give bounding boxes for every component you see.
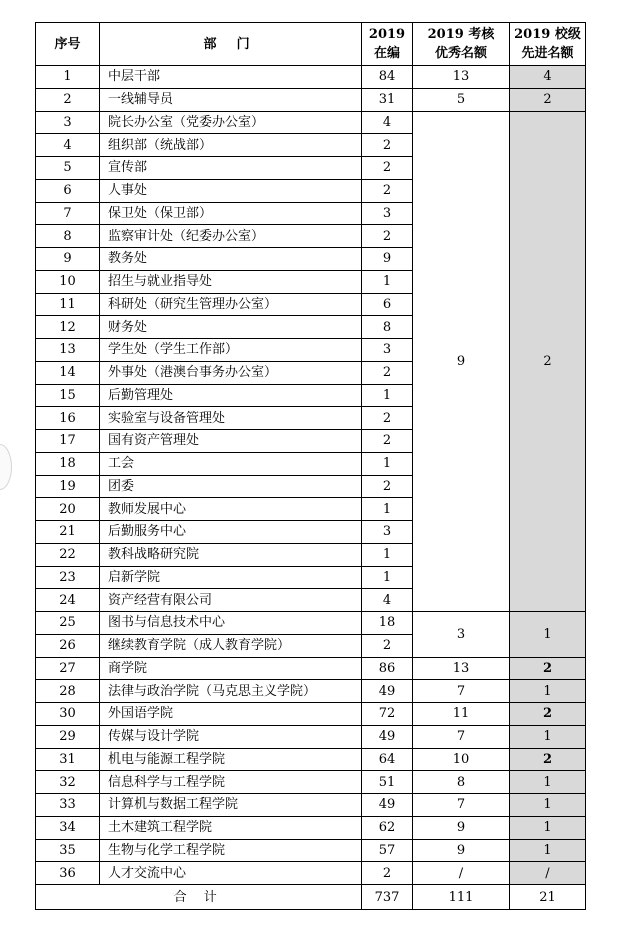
row-staff-count: 1: [362, 270, 413, 293]
row-staff-count: 2: [362, 475, 413, 498]
row-staff-count: 51: [362, 771, 413, 794]
row-staff-count: 57: [362, 839, 413, 862]
row-seq: 4: [36, 134, 100, 157]
row-seq: 19: [36, 475, 100, 498]
row-staff-count: 2: [362, 430, 413, 453]
row-department: 图书与信息技术中心: [100, 612, 362, 635]
row-seq: 9: [36, 248, 100, 271]
row-seq: 23: [36, 566, 100, 589]
row-advanced-quota: 2: [510, 657, 586, 680]
row-department: 人才交流中心: [100, 862, 362, 885]
row-seq: 1: [36, 66, 100, 89]
row-excellent-quota: 9: [413, 839, 510, 862]
row-excellent-quota: 7: [413, 680, 510, 703]
row-department: 宣传部: [100, 157, 362, 180]
table-row: [36, 88, 586, 111]
row-seq: 24: [36, 589, 100, 612]
header-staff-line2: 在编: [373, 46, 400, 61]
header-seq: 序号: [36, 23, 100, 66]
table-row: [36, 816, 586, 839]
row-department: 机电与能源工程学院: [100, 748, 362, 771]
row-department: 后勤服务中心: [100, 521, 362, 544]
row-seq: 22: [36, 543, 100, 566]
row-seq: 25: [36, 612, 100, 635]
row-department: 外国语学院: [100, 703, 362, 726]
row-department: 实验室与设备管理处: [100, 407, 362, 430]
row-staff-count: 3: [362, 521, 413, 544]
row-staff-count: 49: [362, 680, 413, 703]
row-seq: 32: [36, 771, 100, 794]
row-seq: 3: [36, 111, 100, 134]
row-excellent-quota: 8: [413, 771, 510, 794]
quota-allocation-table: [35, 22, 586, 910]
row-seq: 17: [36, 430, 100, 453]
row-staff-count: 1: [362, 452, 413, 475]
row-excellent-quota: 9: [413, 816, 510, 839]
row-department: 传媒与设计学院: [100, 725, 362, 748]
row-seq: 14: [36, 361, 100, 384]
table-row: [36, 111, 586, 134]
row-advanced-quota: 1: [510, 612, 586, 658]
row-excellent-quota: 7: [413, 794, 510, 817]
row-department: 工会: [100, 452, 362, 475]
table-row: [36, 771, 586, 794]
row-excellent-quota: 3: [413, 612, 510, 658]
row-staff-count: 84: [362, 66, 413, 89]
row-department: 组织部（统战部）: [100, 134, 362, 157]
row-department: 计算机与数据工程学院: [100, 794, 362, 817]
row-department: 后勤管理处: [100, 384, 362, 407]
row-staff-count: 1: [362, 543, 413, 566]
table-row: [36, 657, 586, 680]
row-staff-count: 8: [362, 316, 413, 339]
row-advanced-quota: 1: [510, 680, 586, 703]
row-advanced-quota: 1: [510, 771, 586, 794]
row-staff-count: 72: [362, 703, 413, 726]
row-department: 商学院: [100, 657, 362, 680]
total-label: 合 计: [36, 885, 362, 910]
row-advanced-quota: 2: [510, 703, 586, 726]
row-advanced-quota: /: [510, 862, 586, 885]
row-staff-count: 1: [362, 566, 413, 589]
row-seq: 30: [36, 703, 100, 726]
row-department: 生物与化学工程学院: [100, 839, 362, 862]
row-department: 教科战略研究院: [100, 543, 362, 566]
row-department: 国有资产管理处: [100, 430, 362, 453]
row-seq: 5: [36, 157, 100, 180]
row-seq: 35: [36, 839, 100, 862]
row-seq: 10: [36, 270, 100, 293]
row-department: 中层干部: [100, 66, 362, 89]
row-seq: 34: [36, 816, 100, 839]
row-advanced-quota: 1: [510, 794, 586, 817]
table-row: [36, 748, 586, 771]
row-seq: 21: [36, 521, 100, 544]
row-department: 教务处: [100, 248, 362, 271]
row-staff-count: 2: [362, 634, 413, 657]
row-department: 继续教育学院（成人教育学院）: [100, 634, 362, 657]
total-row: [36, 885, 586, 910]
row-seq: 8: [36, 225, 100, 248]
row-staff-count: 2: [362, 361, 413, 384]
row-department: 教师发展中心: [100, 498, 362, 521]
row-seq: 28: [36, 680, 100, 703]
row-department: 监察审计处（纪委办公室）: [100, 225, 362, 248]
row-staff-count: 2: [362, 407, 413, 430]
row-advanced-quota: 2: [510, 88, 586, 111]
header-staff-count: [362, 23, 413, 66]
row-department: 财务处: [100, 316, 362, 339]
row-staff-count: 2: [362, 225, 413, 248]
row-seq: 26: [36, 634, 100, 657]
header-advanced-line1: 2019 校级: [514, 27, 581, 42]
row-staff-count: 2: [362, 179, 413, 202]
row-department: 科研处（研究生管理办公室）: [100, 293, 362, 316]
row-advanced-quota: 2: [510, 748, 586, 771]
header-quota-line2: 优秀名额: [434, 46, 487, 61]
row-excellent-quota: 9: [413, 111, 510, 612]
row-staff-count: 31: [362, 88, 413, 111]
row-staff-count: 4: [362, 111, 413, 134]
header-quota-line1: 2019 考核: [427, 27, 495, 42]
table-header-row: [36, 23, 586, 66]
row-seq: 33: [36, 794, 100, 817]
row-seq: 27: [36, 657, 100, 680]
row-department: 招生与就业指导处: [100, 270, 362, 293]
edge-scroll-handle: [0, 444, 12, 490]
table-row: [36, 680, 586, 703]
row-advanced-quota: 1: [510, 816, 586, 839]
row-excellent-quota: /: [413, 862, 510, 885]
row-department: 信息科学与工程学院: [100, 771, 362, 794]
row-department: 启新学院: [100, 566, 362, 589]
table-row: [36, 839, 586, 862]
table-row: [36, 612, 586, 635]
row-department: 法律与政治学院（马克思主义学院）: [100, 680, 362, 703]
row-advanced-quota: 1: [510, 725, 586, 748]
row-department: 院长办公室（党委办公室）: [100, 111, 362, 134]
row-seq: 12: [36, 316, 100, 339]
table-row: [36, 725, 586, 748]
table-row: [36, 703, 586, 726]
row-seq: 11: [36, 293, 100, 316]
row-advanced-quota: 4: [510, 66, 586, 89]
row-excellent-quota: 13: [413, 657, 510, 680]
table-row: [36, 66, 586, 89]
row-seq: 16: [36, 407, 100, 430]
header-excellent-quota: [413, 23, 510, 66]
table-row: [36, 794, 586, 817]
row-staff-count: 49: [362, 794, 413, 817]
row-department: 土木建筑工程学院: [100, 816, 362, 839]
row-staff-count: 3: [362, 339, 413, 362]
row-excellent-quota: 5: [413, 88, 510, 111]
header-advanced-line2: 先进名额: [521, 46, 574, 61]
total-quota: 111: [413, 885, 510, 910]
row-advanced-quota: 2: [510, 111, 586, 612]
row-department: 外事处（港澳台事务办公室）: [100, 361, 362, 384]
row-staff-count: 3: [362, 202, 413, 225]
row-department: 人事处: [100, 179, 362, 202]
total-advanced: 21: [510, 885, 586, 910]
row-excellent-quota: 11: [413, 703, 510, 726]
row-excellent-quota: 10: [413, 748, 510, 771]
row-staff-count: 49: [362, 725, 413, 748]
row-staff-count: 9: [362, 248, 413, 271]
row-staff-count: 2: [362, 862, 413, 885]
row-seq: 36: [36, 862, 100, 885]
row-staff-count: 2: [362, 157, 413, 180]
header-advanced-quota: [510, 23, 586, 66]
row-seq: 13: [36, 339, 100, 362]
row-staff-count: 4: [362, 589, 413, 612]
row-seq: 6: [36, 179, 100, 202]
header-department: 部 门: [100, 23, 362, 66]
row-department: 资产经营有限公司: [100, 589, 362, 612]
row-excellent-quota: 7: [413, 725, 510, 748]
row-seq: 29: [36, 725, 100, 748]
row-department: 保卫处（保卫部）: [100, 202, 362, 225]
row-staff-count: 1: [362, 384, 413, 407]
total-staff: 737: [362, 885, 413, 910]
row-department: 一线辅导员: [100, 88, 362, 111]
row-seq: 18: [36, 452, 100, 475]
row-staff-count: 18: [362, 612, 413, 635]
row-staff-count: 86: [362, 657, 413, 680]
row-staff-count: 62: [362, 816, 413, 839]
header-staff-line1: 2019: [368, 27, 406, 42]
row-staff-count: 64: [362, 748, 413, 771]
row-staff-count: 2: [362, 134, 413, 157]
row-department: 学生处（学生工作部）: [100, 339, 362, 362]
row-seq: 20: [36, 498, 100, 521]
row-seq: 2: [36, 88, 100, 111]
row-staff-count: 1: [362, 498, 413, 521]
row-seq: 15: [36, 384, 100, 407]
row-department: 团委: [100, 475, 362, 498]
row-advanced-quota: 1: [510, 839, 586, 862]
table-row: [36, 862, 586, 885]
row-excellent-quota: 13: [413, 66, 510, 89]
row-seq: 31: [36, 748, 100, 771]
row-staff-count: 6: [362, 293, 413, 316]
row-seq: 7: [36, 202, 100, 225]
